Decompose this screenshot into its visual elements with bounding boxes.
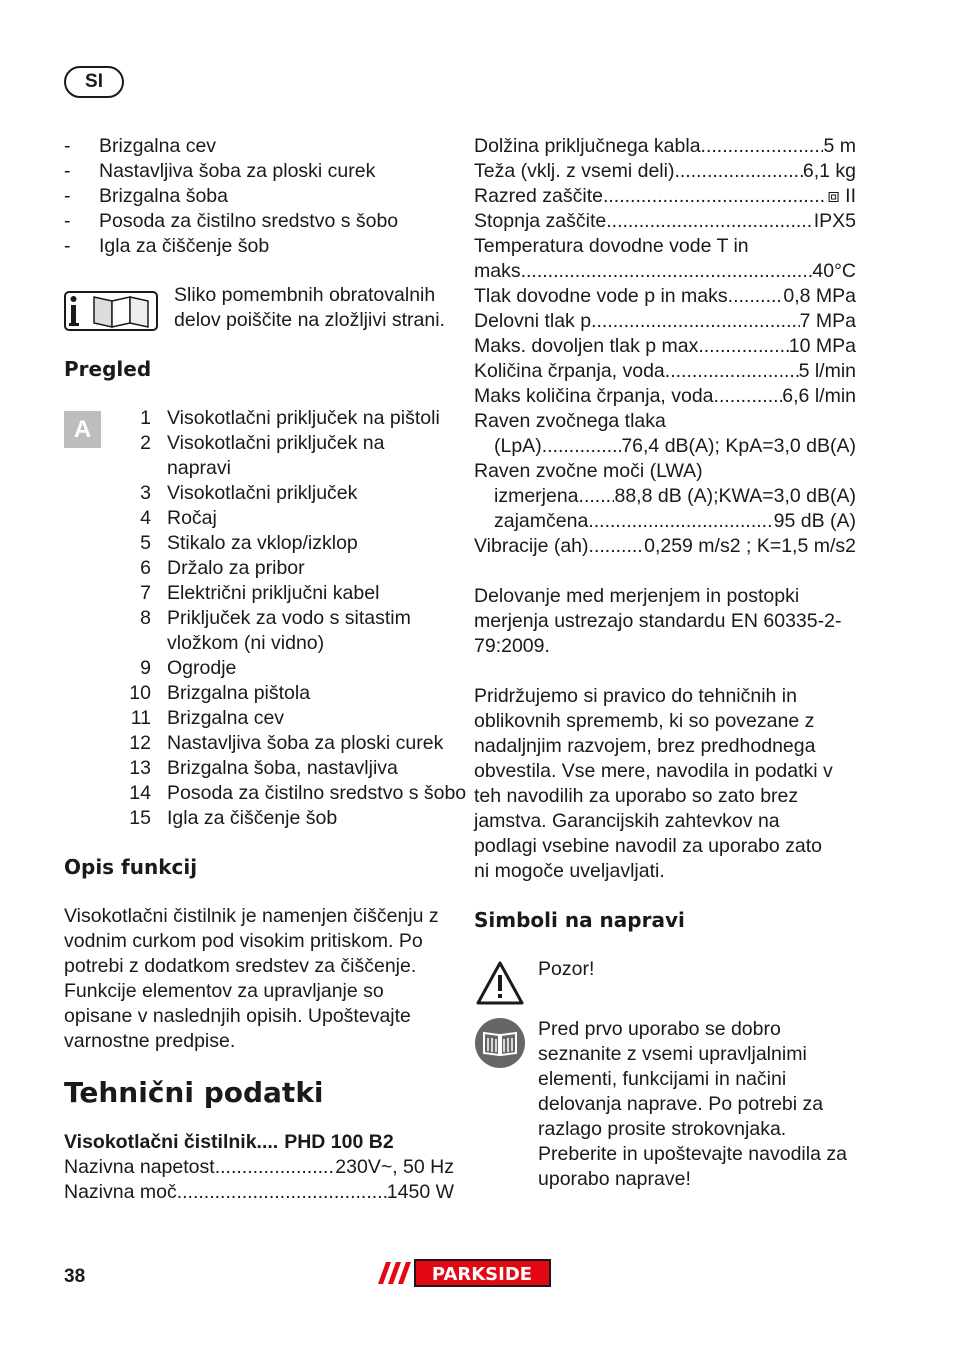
manual-text-block xyxy=(538,1017,856,1192)
spec-row: zajamčena ..... 95 dB (A) xyxy=(474,509,856,534)
manual-symbol-row xyxy=(474,1017,856,1192)
list-item: 2 Visokotlačni priključek na napravi xyxy=(140,432,385,479)
symbols-heading: Simboli na napravi xyxy=(474,908,685,932)
list-item: 5 Stikalo za vklop/izklop xyxy=(140,532,358,554)
spec-row: Tlak dovodne vode p in maks. ..... 0,8 MPa xyxy=(474,284,856,309)
list-item: - Brizgalna cev xyxy=(64,135,217,157)
right-column xyxy=(474,134,856,1192)
list-item: - Nastavljiva šoba za ploski curek xyxy=(64,160,376,182)
list-item: 12 Nastavljiva šoba za ploski curek xyxy=(129,732,444,754)
spec-label: Temperatura dovodne vode T in xyxy=(474,235,749,257)
spec-row: Maks. dovoljen tlak p max. ..... 10 MPa xyxy=(474,334,856,359)
parts-list xyxy=(103,406,467,831)
read-manual-icon xyxy=(474,1017,526,1069)
brand-text: PARKSIDE xyxy=(431,1264,533,1285)
list-item: - Igla za čiščenje šob xyxy=(64,235,270,257)
spec-row: Nazivna napetost ..... 230V~, 50 Hz xyxy=(64,1155,454,1180)
list-item: 6 Držalo za pribor xyxy=(140,557,305,579)
spec-row: (LpA) ..... 76,4 dB(A); KpA=3,0 dB(A) xyxy=(474,434,856,459)
info-foldout-icon xyxy=(64,291,158,331)
page-number: 38 xyxy=(64,1266,86,1287)
spec-row: Nazivna moč ..... 1450 W xyxy=(64,1180,454,1205)
list-item: 4 Ročaj xyxy=(140,507,217,529)
measurement-text: Delovanje med merjenjem in postopki merjenja ustrezajo standardu EN 60335-2-79:2009. xyxy=(474,585,842,657)
manual-text: Pred prvo uporabo se dobro seznanite z vsemi upravljalnimi elementi, funkcijami in načini delovanja naprave. Po potrebi za razlago prosite strokovnjaka. xyxy=(538,1018,824,1140)
list-item: 1 Visokotlačni priključek na pištoli xyxy=(140,407,440,429)
foldout-note-text: Sliko pomembnih obratovalnih delov poiščite na zložljivi strani. xyxy=(174,284,445,331)
spec-row: Količina črpanja, voda ..... 5 l/min xyxy=(474,359,856,384)
warning-text: Pozor! xyxy=(538,958,595,980)
overview-heading: Pregled xyxy=(64,357,152,381)
model-row: Visokotlačni čistilnik.... PHD 100 B2 xyxy=(64,1131,394,1153)
spec-label: Raven zvočne moči (LWA) xyxy=(474,460,703,482)
spec-label: Raven zvočnega tlaka xyxy=(474,410,666,432)
figure-a-badge: A xyxy=(64,411,101,448)
overview-section xyxy=(64,406,467,831)
rights-text: Pridržujemo si pravico do tehničnih in oblikovnih sprememb, ki so povezane z nadaljnjim razvojem, brez predhodnega obvestila. Vse mere, navodila in podatki v teh navodilih za uporabo so zato brez jamstva. Garancijskih zahtevkov na podlagi vsebine navodil za uporabo zato ni mogoče uveljavljati. xyxy=(474,685,833,882)
spec-row: Razred zaščite ..... ⧈ II xyxy=(474,184,856,209)
spec-row: Dolžina priključnega kabla ..... 5 m xyxy=(474,134,856,159)
list-item: 3 Visokotlačni priključek xyxy=(140,482,358,504)
spec-row: Teža (vklj. z vsemi deli) ..... 6,1 kg xyxy=(474,159,856,184)
spec-row: Delovni tlak p ..... 7 MPa xyxy=(474,309,856,334)
list-item: - Posoda za čistilno sredstvo s šobo xyxy=(64,210,399,232)
list-item: 7 Električni priključni kabel xyxy=(140,582,380,604)
list-item: 10 Brizgalna pištola xyxy=(129,682,311,704)
list-item: 11 Brizgalna cev xyxy=(130,707,285,729)
spec-row: Vibracije (ah) ..... 0,259 m/s2 ; K=1,5 m/s2 xyxy=(474,534,856,559)
spec-row: izmerjena ..... 88,8 dB (A);KWA=3,0 dB(A) xyxy=(474,484,856,509)
list-item: 9 Ogrodje xyxy=(140,657,237,679)
language-badge: SI xyxy=(64,66,124,98)
function-text: Visokotlačni čistilnik je namenjen čiščenju z vodnim curkom pod visokim pritiskom. Po potrebi z dodatkom sredstev za čiščenje. Funkcije elementov za upravljanje so opisane v naslednjih opisih. Upoštevajte varnostne predpise. xyxy=(64,905,439,1052)
list-item: 8 Priključek za vodo s sitastim vložkom (ni vidno) xyxy=(140,607,411,654)
list-item: 14 Posoda za čistilno sredstvo s šobo xyxy=(129,782,467,804)
accessory-list xyxy=(64,134,454,259)
left-column xyxy=(64,134,467,1205)
spec-row: Maks količina črpanja, voda ..... 6,6 l/min xyxy=(474,384,856,409)
spec-row: maks. ..... 40°C xyxy=(474,259,856,284)
parkside-logo xyxy=(374,1258,552,1288)
warning-symbol-row xyxy=(474,957,856,1009)
list-item: - Brizgalna šoba xyxy=(64,185,228,207)
function-heading: Opis funkcij xyxy=(64,855,198,879)
spec-row: Stopnja zaščite ..... IPX5 xyxy=(474,209,856,234)
foldout-note xyxy=(64,283,454,333)
tech-heading: Tehnični podatki xyxy=(64,1076,324,1109)
list-item: 13 Brizgalna šoba, nastavljiva xyxy=(129,757,398,779)
list-item: 15 Igla za čiščenje šob xyxy=(129,807,338,829)
manual-text-2: Preberite in upoštevajte navodila za uporabo naprave! xyxy=(538,1143,847,1190)
warning-triangle-icon xyxy=(474,957,526,1009)
